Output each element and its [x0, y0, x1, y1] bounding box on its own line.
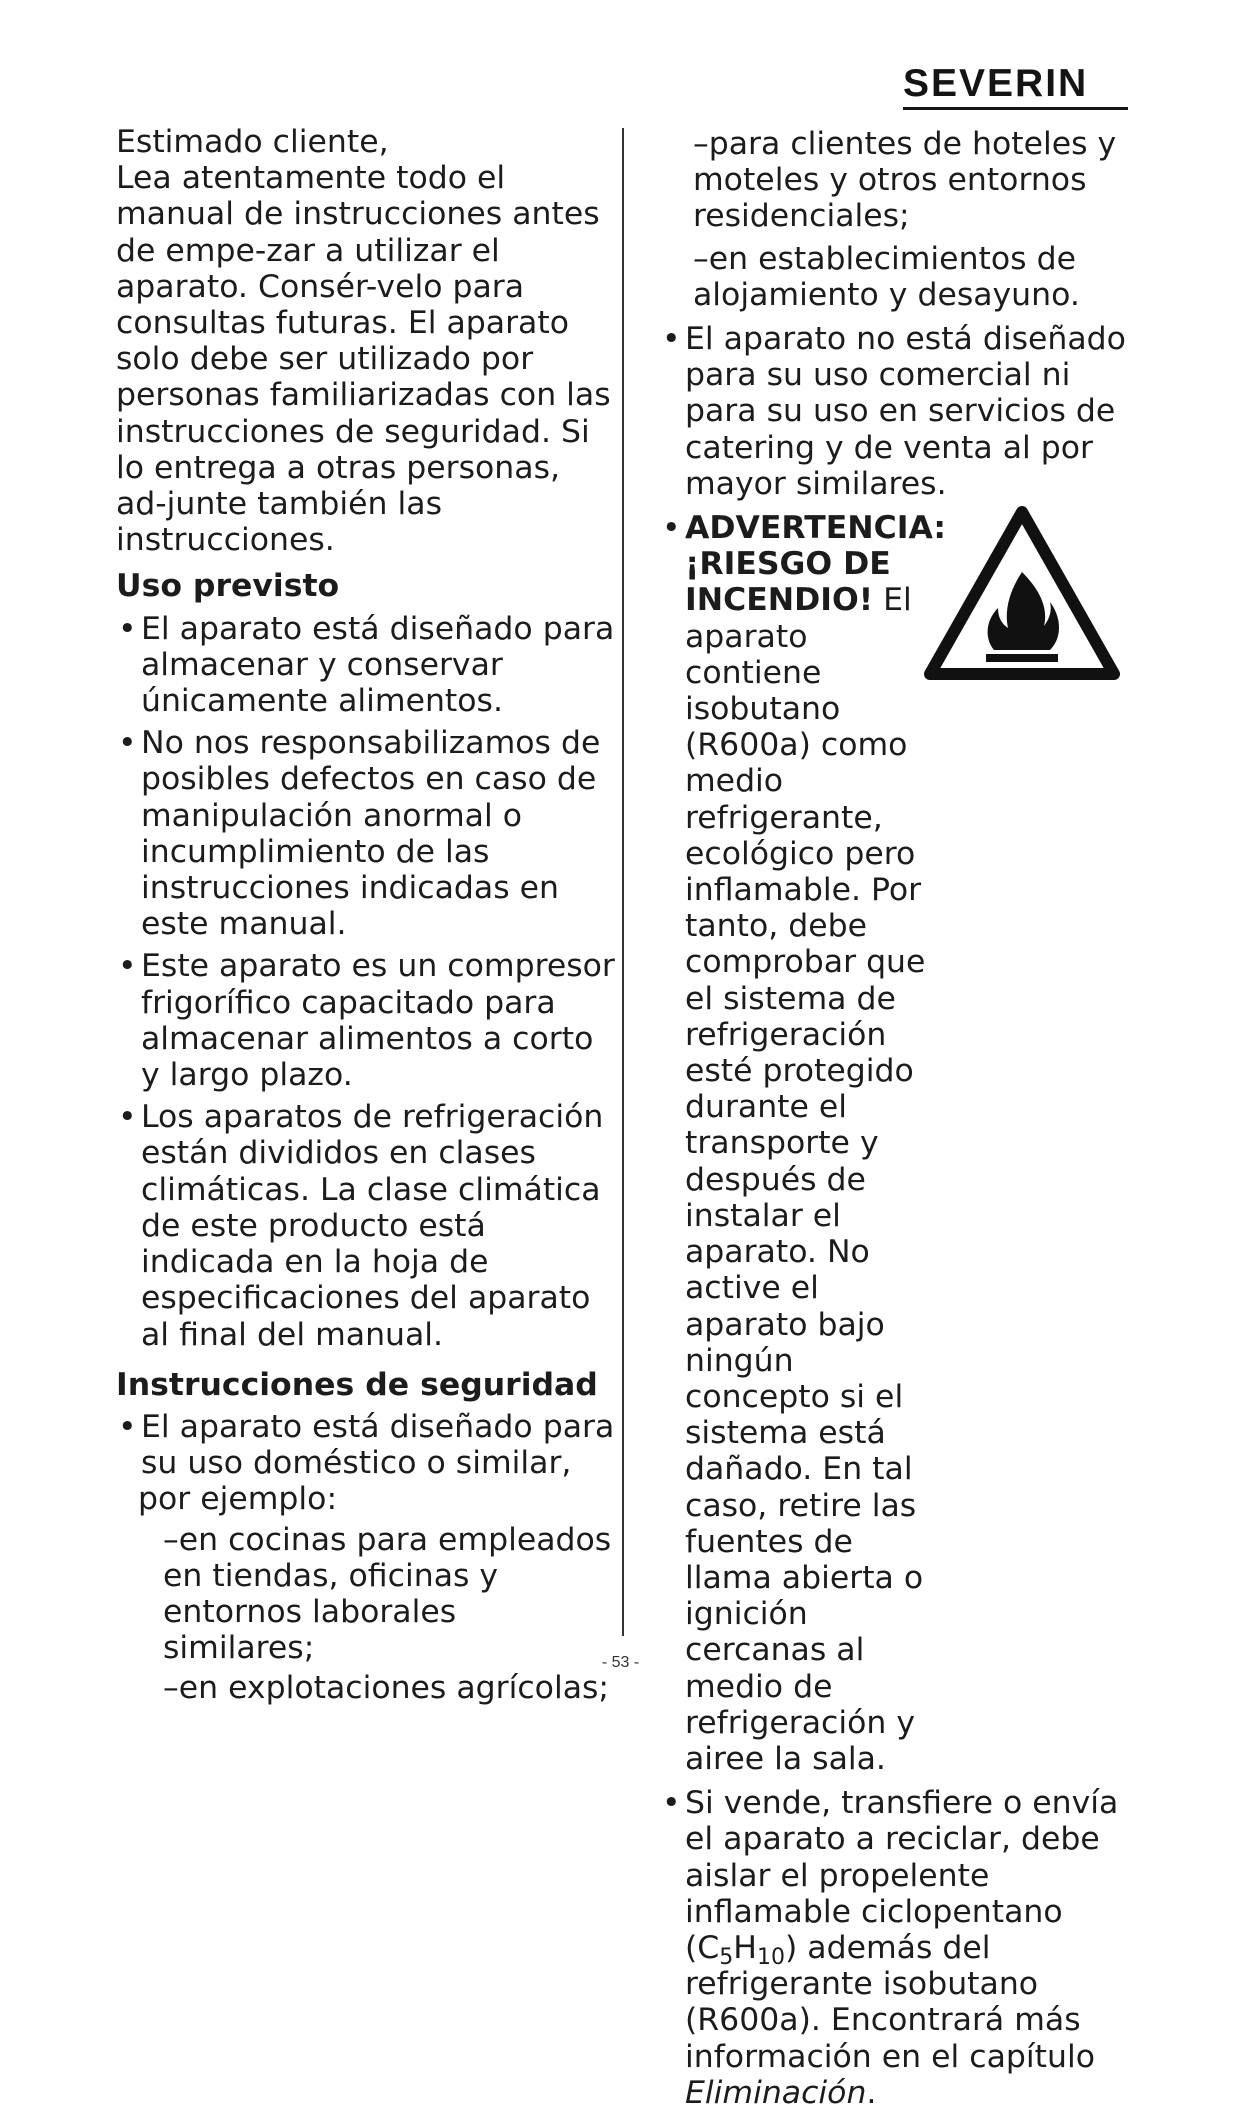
warning-item — [660, 510, 1130, 1777]
subscript: 5 — [719, 1944, 734, 1970]
flammable-warning-icon — [924, 506, 1120, 682]
recycle-text: H — [733, 1929, 757, 1966]
chapter-reference: Eliminación — [685, 2074, 867, 2111]
left-column — [116, 124, 616, 1707]
sub-list-item: –en cocinas para empleados en tiendas, oficinas y entornos laborales similares; — [163, 1521, 612, 1667]
recycle-text: ) además del refrigerante isobutano (R600a). Encontrará más información en el capítulo — [685, 1929, 1095, 2075]
column-divider — [622, 128, 624, 1636]
warning-title: ADVERTENCIA: ¡RIESGO DE INCENDIO! — [685, 510, 947, 619]
warning-body: El aparato contiene isobutano (R600a) como medio refrigerante, ecológico pero inflamable. Por tanto, debe comprobar que el sistema de refrigeración esté protegido durante el transporte y después de instalar el aparato. No active el aparato bajo ningún concepto si el sistema está dañado. En tal caso, retire las fuentes de llama abierta o ignición cercanas al medio de refrigeración y airee la sala. — [685, 582, 926, 1777]
list-item: • El aparato no está diseñado para su uso comercial ni para su uso en servicios de catering y de venta al por mayor similares. — [660, 321, 1130, 502]
right-column — [660, 124, 1130, 2111]
recycle-text: . — [866, 2074, 877, 2111]
intro-paragraph: Lea atentamente todo el manual de instrucciones antes de empe-zar a utilizar el aparato. Consér-velo para consultas futuras. El aparato solo debe ser utilizado por personas familiarizadas con las instrucciones de seguridad. Si lo entrega a otras personas, ad-junte también las instrucciones. — [116, 160, 611, 559]
sub-list-item: –en establecimientos de alojamiento y desayuno. — [693, 240, 1080, 313]
sub-list-item: –para clientes de hoteles y moteles y otros entornos residenciales; — [693, 126, 1117, 235]
heading-uso-previsto: Uso previsto — [116, 568, 340, 605]
heading-instrucciones-seguridad: Instrucciones de seguridad — [116, 1366, 598, 1403]
warning-text-block — [685, 510, 947, 1777]
list-item-lead: por ejemplo: — [138, 1481, 338, 1518]
list-item-recycle — [660, 1785, 1130, 2111]
recycle-text: Si vende, transfiere o envía el aparato a reciclar, debe aislar el propelente inflamable ciclopentano (C — [685, 1785, 1119, 1966]
subscript: 10 — [756, 1944, 785, 1970]
page-number: - 53 - — [601, 1654, 640, 1671]
list-item: • No nos responsabilizamos de posibles defectos en caso de manipulación anormal o incumplimiento de las instrucciones indicadas en este manual. — [116, 725, 616, 942]
list-item: • El aparato está diseñado para almacenar y conservar únicamente alimentos. — [116, 611, 616, 720]
intro-greeting: Estimado cliente, — [116, 124, 389, 160]
list-item: • El aparato está diseñado para su uso doméstico o similar, — [116, 1409, 616, 1481]
list-item: • Los aparatos de refrigeración están divididos en clases climáticas. La clase climática de este producto está indicada en la hoja de especificaciones del aparato al final del manual. — [116, 1099, 616, 1352]
sub-list-item: –en explotaciones agrícolas; — [163, 1670, 610, 1707]
list-item: • Este aparato es un compresor frigorífico capacitado para almacenar alimentos a corto y largo plazo. — [116, 948, 616, 1093]
severin-logo: SEVERIN — [903, 64, 1128, 110]
